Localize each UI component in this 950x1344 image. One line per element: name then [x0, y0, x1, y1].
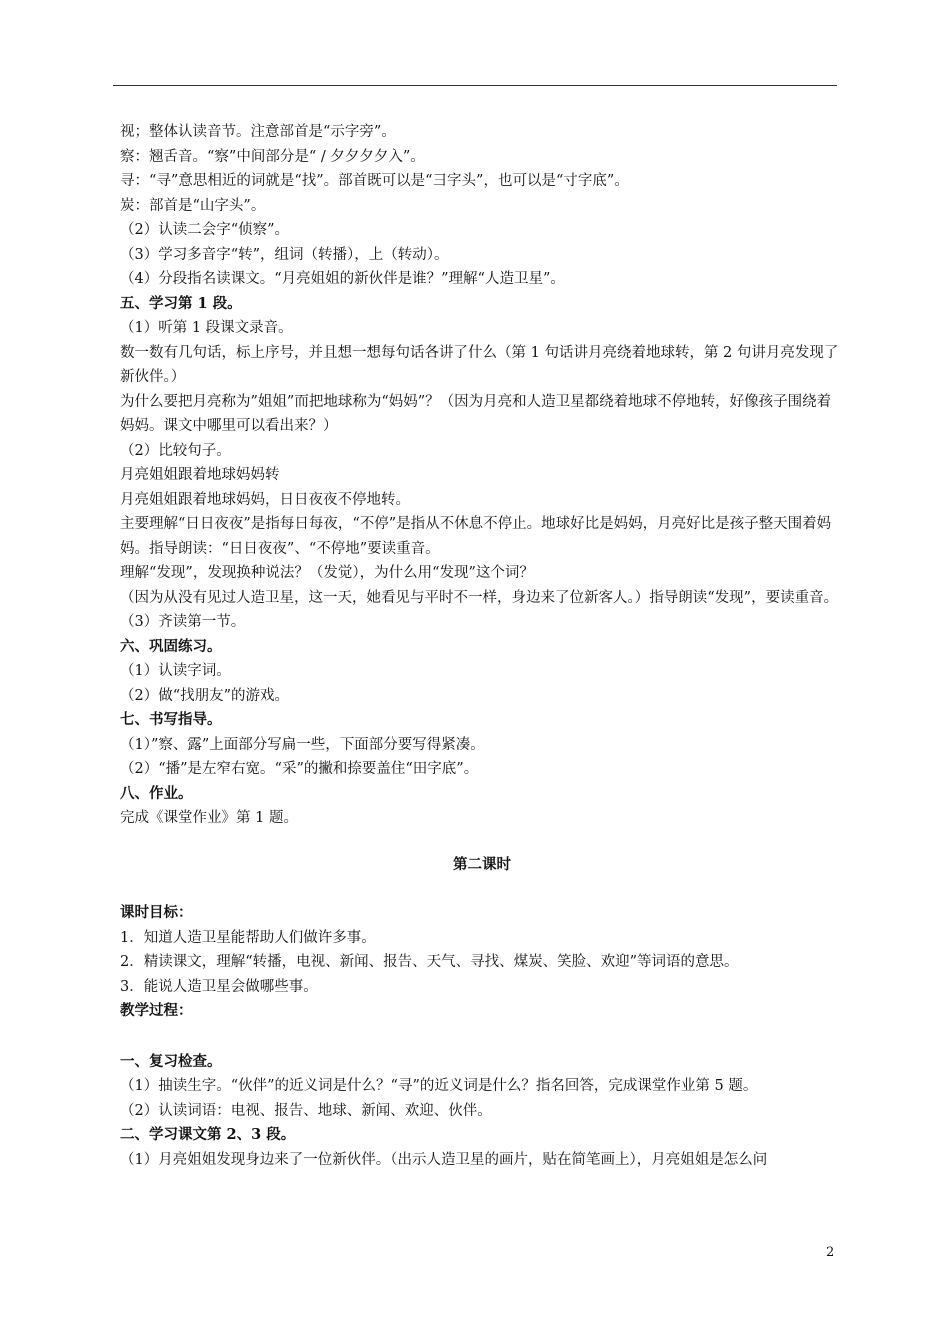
section-heading-6: 六、巩固练习。 — [120, 637, 222, 655]
text-line: （2）做“找朋友”的游戏。 — [120, 687, 290, 704]
text-line: （2）认读词语：电视、报告、地球、新闻、欢迎、伙伴。 — [120, 1102, 492, 1119]
text-line: （1）听第 1 段课文录音。 — [120, 320, 293, 336]
text-paragraph: 数一数有几句话，标上序号，并且想一想每句话各讲了什么（第 1 句话讲月亮绕着地球转，第 2 句讲月亮发现了新伙伴。） — [120, 344, 839, 385]
text-line: 月亮姐姐跟着地球妈妈，日日夜夜不停地转。 — [120, 491, 410, 508]
goals-heading: 课时目标： — [120, 904, 193, 921]
text-line: （2）比较句子。 — [120, 442, 231, 459]
header-rule — [113, 85, 837, 86]
text-line: （2）“播”是左窄右宽。“采”的撇和捺要盖住“田字底”。 — [120, 761, 479, 777]
text-line: （1）认读字词。 — [120, 663, 231, 679]
goal-item: 3．能说人造卫星会做哪些事。 — [120, 978, 318, 995]
text-line: 月亮姐姐跟着地球妈妈转 — [120, 467, 280, 483]
text-line: 寻：“寻”意思相近的词就是“找”。部首既可以是“彐字头”，也可以是“寸字底”。 — [120, 173, 629, 189]
text-paragraph: 为什么要把月亮称为”姐姐”而把地球称为“妈妈”？（因为月亮和人造卫星都绕着地球不停地转，好像孩子围绕着妈妈。课文中哪里可以看出来？） — [120, 393, 832, 434]
page-number: 2 — [826, 1245, 835, 1260]
text-line: 炭：部首是“山字头”。 — [120, 197, 266, 214]
spacer — [120, 831, 844, 853]
text-line: （1）抽读生字。“伙伴”的近义词是什么？“寻”的近义词是什么？指名回答，完成课堂作业第 5 题。 — [120, 1078, 758, 1094]
section-heading-5: 五、学习第 1 段。 — [120, 294, 242, 312]
goal-item: 1．知道人造卫星能帮助人们做许多事。 — [120, 929, 376, 946]
text-line: （3）齐读第一节。 — [120, 614, 246, 630]
text-paragraph: 主要理解“日日夜夜”是指每日每夜，“不停”是指从不休息不停止。地球好比是妈妈，月亮好比是孩子整天围着妈妈。指导朗读：“日日夜夜”、“不停地”要读重音。 — [120, 516, 832, 557]
section-heading-7: 七、书写指导。 — [120, 711, 222, 728]
text-line: （1）月亮姐姐发现身边来了一位新伙伴。（出示人造卫星的画片，贴在简笔画上），月亮姐姐是怎么问 — [120, 1151, 768, 1168]
spacer — [120, 877, 844, 901]
section-heading-8: 八、作业。 — [120, 784, 193, 802]
text-line: （3）学习多音字“转”，组词（转播），上（转动）。 — [120, 246, 449, 263]
study-heading: 二、学习课文第 2、3 段。 — [120, 1126, 296, 1143]
lesson-two-title: 第二课时 — [453, 855, 511, 873]
text-line: （2）认读二会字“侦察”。 — [120, 222, 290, 238]
text-line: 视；整体认读音节。注意部首是“示字旁”。 — [120, 124, 396, 140]
process-heading: 教学过程： — [120, 1002, 193, 1019]
review-heading: 一、复习检查。 — [120, 1052, 222, 1070]
text-line: （1）”察、露”上面部分写扁一些，下面部分要写得紧凑。 — [120, 736, 485, 753]
text-line: 理解“发现”，发现换种说法？（发觉），为什么用“发现”这个词？ — [120, 565, 534, 581]
text-paragraph: （因为从没有见过人造卫星，这一天，她看见与平时不一样，身边来了位新客人。）指导朗读“发现”，要读重音。 — [120, 589, 839, 606]
text-line: 完成《课堂作业》第 1 题。 — [120, 810, 298, 826]
goal-item: 2．精读课文，理解“转播，电视、新闻、报告、天气、寻找、煤炭、笑脸、欢迎”等词语的意思。 — [120, 954, 739, 970]
text-line: 察：翘舌音。“察”中间部分是“ / 夕夕夕夕入”。 — [120, 148, 425, 165]
spacer — [120, 1024, 844, 1050]
document-body — [120, 120, 844, 1172]
text-line: （4）分段指名读课文。“月亮姐姐的新伙伴是谁？”理解“人造卫星”。 — [120, 271, 565, 287]
